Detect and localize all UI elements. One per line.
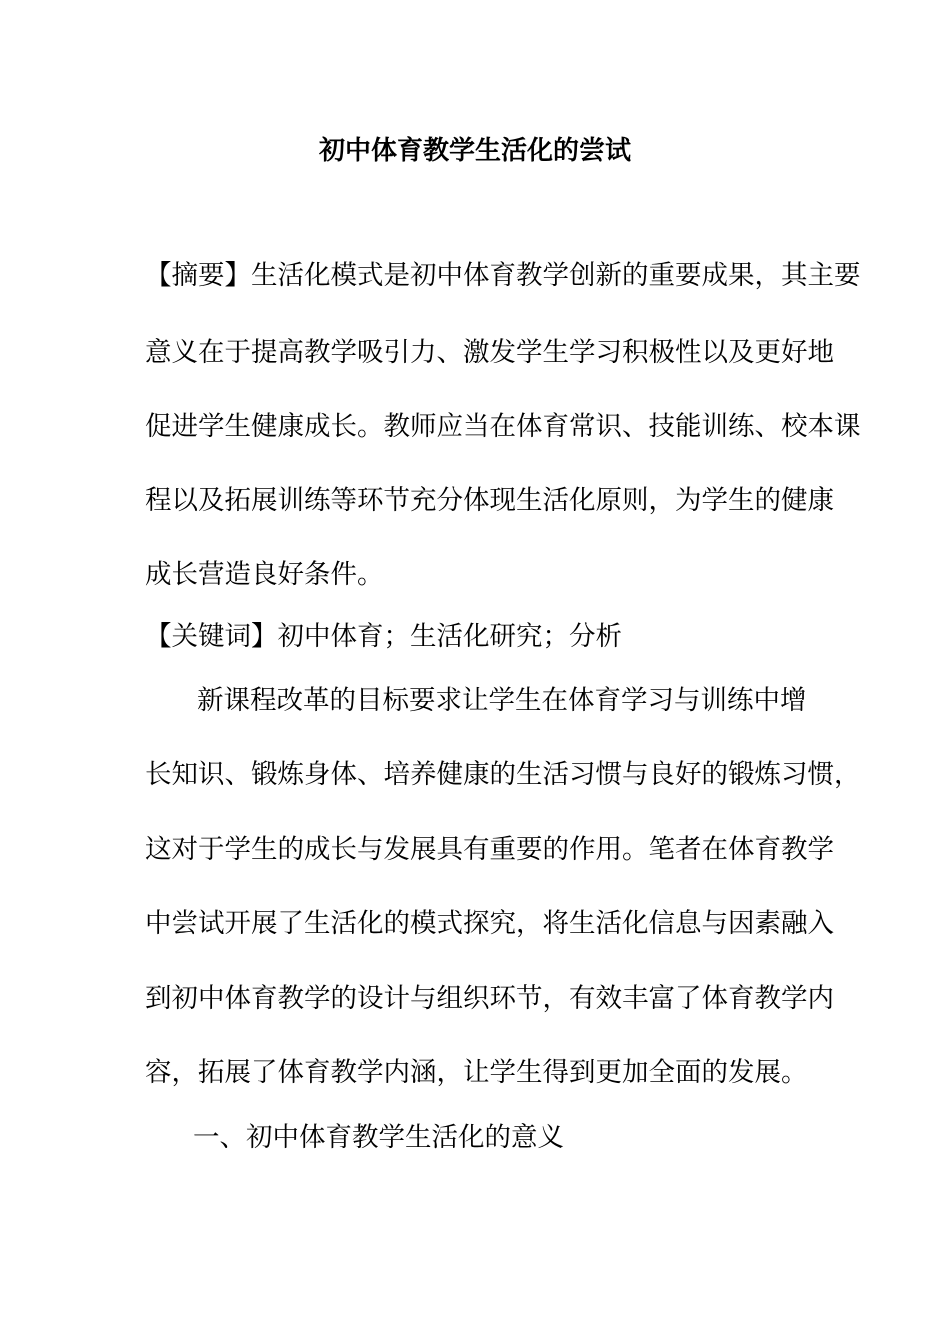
body-line-6: 容，拓展了体育教学内涵，让学生得到更加全面的发展。 bbox=[145, 1057, 808, 1088]
section-heading: 一、初中体育教学生活化的意义 bbox=[193, 1122, 564, 1153]
body-line-2: 长知识、锻炼身体、培养健康的生活习惯与良好的锻炼习惯， bbox=[145, 759, 861, 790]
keywords-line: 【关键词】初中体育；生活化研究；分析 bbox=[145, 621, 622, 652]
abstract-line-3: 促进学生健康成长。教师应当在体育常识、技能训练、校本课 bbox=[145, 411, 861, 442]
abstract-line-4: 程以及拓展训练等环节充分体现生活化原则，为学生的健康 bbox=[145, 485, 834, 516]
body-line-4: 中尝试开展了生活化的模式探究，将生活化信息与因素融入 bbox=[145, 908, 834, 939]
body-line-1: 新课程改革的目标要求让学生在体育学习与训练中增 bbox=[197, 685, 807, 716]
body-line-5: 到初中体育教学的设计与组织环节，有效丰富了体育教学内 bbox=[145, 983, 834, 1014]
abstract-line-5: 成长营造良好条件。 bbox=[145, 559, 384, 590]
abstract-line-2: 意义在于提高教学吸引力、激发学生学习积极性以及更好地 bbox=[145, 337, 834, 368]
document-title: 初中体育教学生活化的尝试 bbox=[318, 136, 631, 166]
abstract-line-1: 【摘要】生活化模式是初中体育教学创新的重要成果，其主要 bbox=[145, 260, 861, 291]
body-line-3: 这对于学生的成长与发展具有重要的作用。笔者在体育教学 bbox=[145, 834, 834, 865]
